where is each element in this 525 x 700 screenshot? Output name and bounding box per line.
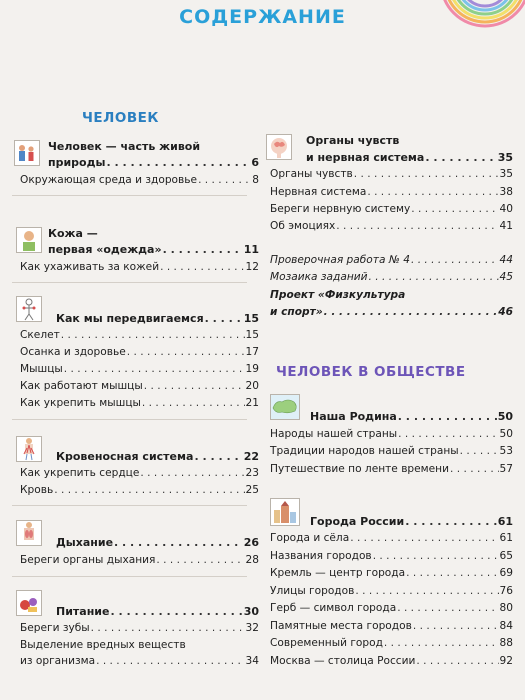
toc-entry[interactable]: Кремль — центр города . . . 69 [270,567,513,583]
toc-entry[interactable]: Береги нервную систему . . . 40 [270,203,513,219]
toc-entry[interactable]: Как ухаживать за кожей . . . 12 [20,261,259,277]
circulatory-icon [16,436,42,462]
divider [12,576,247,577]
toc-entry[interactable]: Кровеносная система . . . 22 [56,450,259,466]
toc-entry[interactable]: Осанка и здоровье . . . 17 [20,346,259,362]
toc-entry[interactable]: Проверочная работа № 4 . . . 44 [270,254,513,270]
toc-entry[interactable]: и нервная система . . . 35 [306,151,513,167]
toc-entry[interactable]: и спорт» . . . 46 [270,306,513,322]
family-icon [14,140,40,166]
page-title: СОДЕРЖАНИЕ [179,6,346,28]
toc-entry[interactable]: Проект «Физкультура [270,289,406,301]
divider [12,282,247,283]
toc-entry[interactable]: Питание . . . 30 [56,605,259,621]
toc-entry[interactable]: Мышцы . . . 19 [20,363,259,379]
lungs-icon [16,520,42,546]
toc-entry[interactable]: Современный город . . . 88 [270,637,513,653]
toc-entry[interactable]: Улицы городов . . . 76 [270,585,513,601]
toc-entry[interactable]: Города России . . . 61 [310,515,513,531]
toc-entry[interactable]: Традиции народов нашей страны . . . 53 [270,445,513,461]
section-title-society: ЧЕЛОВЕК В ОБЩЕСТВЕ [276,364,466,380]
divider [12,195,247,196]
toc-entry[interactable]: Как укрепить сердце . . . 23 [20,467,259,483]
toc-entry[interactable]: Нервная система . . . 38 [270,186,513,202]
toc-entry[interactable]: Выделение вредных веществ [20,639,186,651]
toc-entry[interactable]: Кровь . . . 25 [20,484,259,500]
toc-entry[interactable]: Человек — часть живой [48,140,201,153]
toc-entry[interactable]: Береги зубы . . . 32 [20,622,259,638]
brain-icon [266,134,292,160]
toc-entry[interactable]: Города и сёла . . . 61 [270,532,513,548]
toc-entry[interactable]: Об эмоциях . . . 41 [270,220,513,236]
divider [12,419,247,420]
toc-entry[interactable]: Герб — символ города . . . 80 [270,602,513,618]
toc-entry[interactable]: Окружающая среда и здоровье . . . 8 [20,174,259,190]
toc-entry[interactable]: первая «одежда» . . . 11 [48,243,259,259]
toc-entry[interactable]: Скелет . . . 15 [20,329,259,345]
toc-entry[interactable]: Как мы передвигаемся . . . 15 [56,312,259,328]
toc-entry[interactable]: Береги органы дыхания . . . 28 [20,554,259,570]
map-icon [270,394,300,420]
toc-entry[interactable]: Кожа — [48,227,98,240]
toc-entry[interactable]: из организма . . . 34 [20,655,259,671]
skeleton-icon [16,296,42,322]
toc-entry[interactable]: Названия городов . . . 65 [270,550,513,566]
section-title-human: ЧЕЛОВЕК [82,110,159,126]
toc-entry[interactable]: Народы нашей страны . . . 50 [270,428,513,444]
toc-entry[interactable]: Москва — столица России . . . 92 [270,655,513,671]
toc-entry[interactable]: Мозаика заданий . . . 45 [270,271,513,287]
skin-icon [16,227,42,253]
city-icon [270,498,300,526]
toc-entry[interactable]: Органы чувств . . . 35 [270,168,513,184]
toc-entry[interactable]: Как работают мышцы . . . 20 [20,380,259,396]
toc-entry[interactable]: Органы чувств [306,134,400,147]
toc-entry[interactable]: Как укрепить мышцы . . . 21 [20,397,259,413]
toc-entry[interactable]: Памятные места городов . . . 84 [270,620,513,636]
toc-entry[interactable]: Наша Родина . . . 50 [310,410,513,426]
divider [12,505,247,506]
toc-entry[interactable]: природы . . . 6 [48,156,259,172]
toc-entry[interactable]: Путешествие по ленте времени . . . 57 [270,463,513,479]
food-icon [16,590,42,616]
toc-entry[interactable]: Дыхание . . . 26 [56,536,259,552]
